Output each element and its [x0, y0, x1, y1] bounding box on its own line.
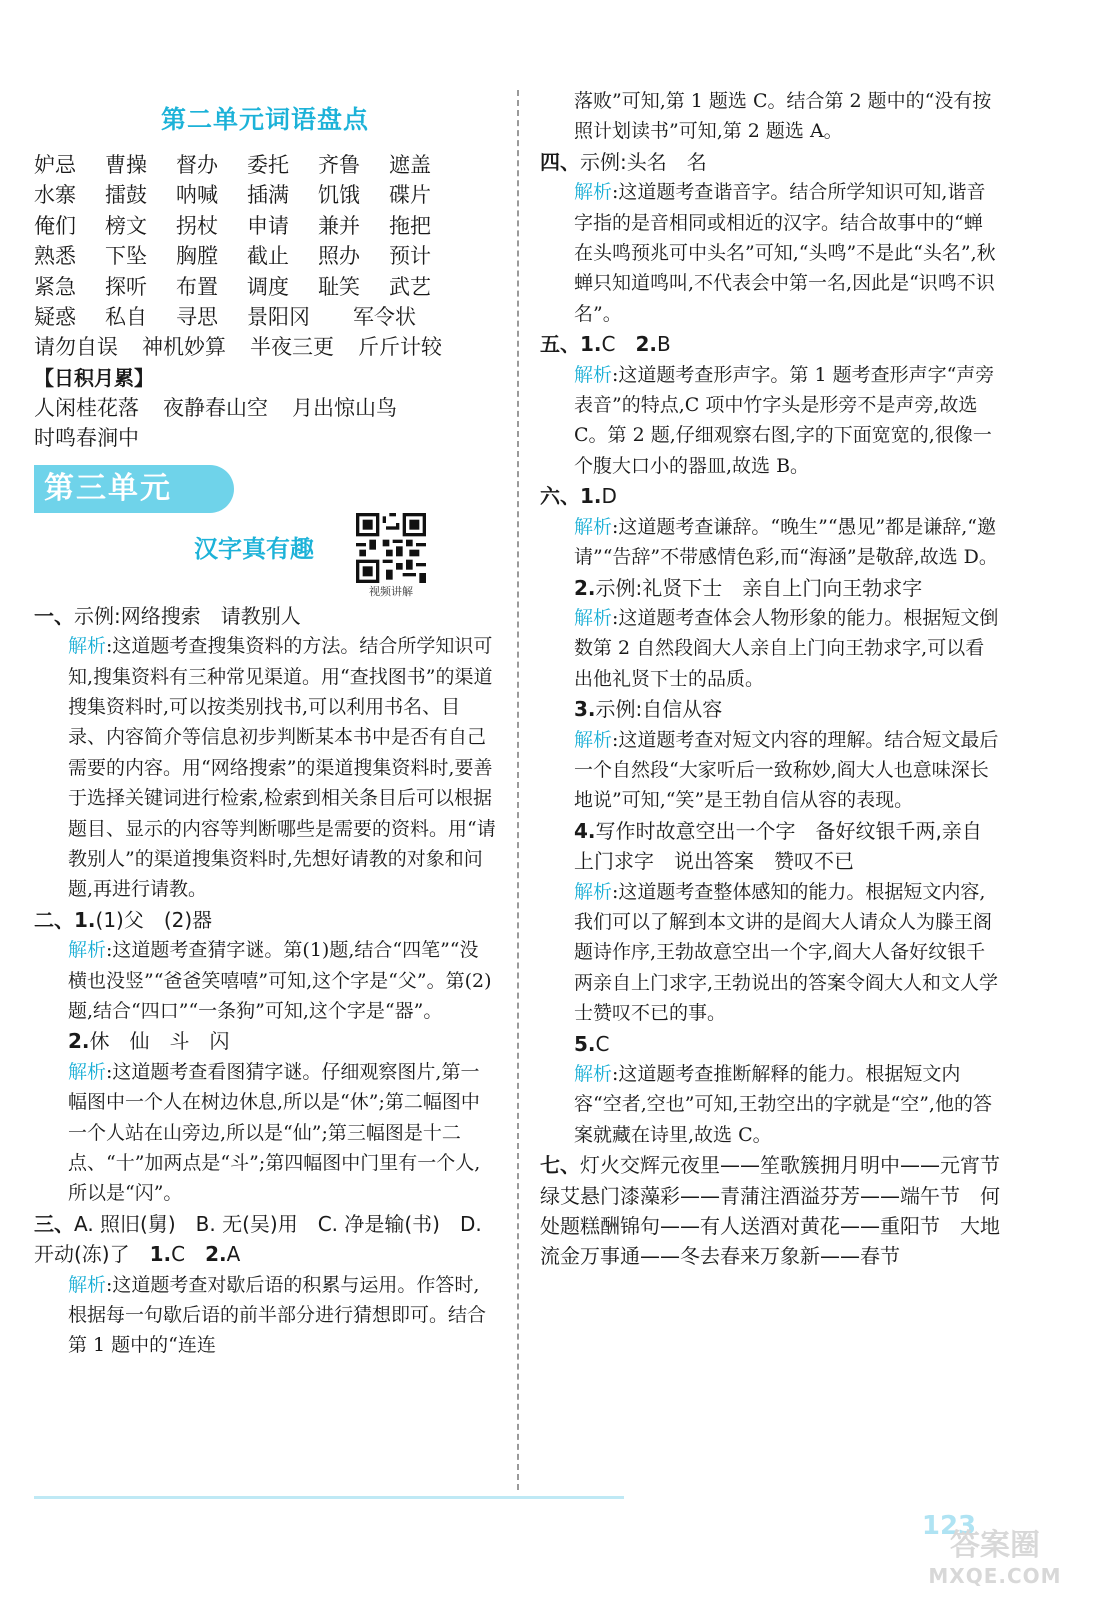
page-number: 123: [921, 1511, 977, 1541]
word-row: [34, 180, 496, 210]
q6-analysis-3: 解析:这道题考查对短文内容的理解。结合短文最后一个自然段“大家听后一致称妙,阎大人也意味深长地说”可知,“笑”是王勃自信从容的表现。: [574, 728, 999, 812]
q2-analysis-2: 解析:这道题考查看图猜字谜。仔细观察图片,第一幅图中一个人在树边休息,所以是“休”;第二幅图中一个人站在山旁边,所以是“仙”;第三幅图是十二点、“十”加两点是“斗”;第四幅图中门里有一个人,所以是“闪”。: [68, 1060, 481, 1205]
word: 妒忌: [34, 153, 76, 177]
q2-answer-1: 二、1.(1)父 (2)器: [34, 907, 213, 932]
poem-line: 夜静春山空: [163, 395, 268, 420]
word: 探听: [105, 274, 147, 299]
phrase: 神机妙算: [142, 335, 226, 360]
word: 私自: [105, 304, 147, 329]
q6-answer-5: 5.C: [574, 1031, 610, 1056]
analysis-label: 解析: [574, 1063, 613, 1085]
q6-analysis-4: 解析:这道题考查整体感知的能力。根据短文内容,我们可以了解到本文讲的是阎大人请众人为滕王阁题诗作序,王勃故意空出一个字,阎大人备好纹银千两亲自上门求字,王勃说出的答案令阎大人和文人学士赞叹不已的事。: [574, 880, 999, 1025]
word: 照办: [318, 244, 360, 269]
left-column: [34, 86, 496, 1361]
q1-answer: 一、示例:网络搜索 请教别人: [34, 603, 301, 628]
q6-analysis-2: 解析:这道题考查体会人物形象的能力。根据短文倒数第 2 自然段阎大人亲自上门向王勃求字,可以看出他礼贤下士的品质。: [574, 606, 999, 690]
accumulate-heading: 【日积月累】: [34, 365, 154, 390]
word: 碟片: [389, 183, 431, 208]
q2-analysis-1: 解析:这道题考查猜字谜。第(1)题,结合“四笔”“没横也没竖”“爸爸笑嘻嘻”可知,这个字是“父”。第(2)题,结合“四口”“一条狗”可知,这个字是“器”。: [68, 939, 492, 1023]
word: 预计: [389, 244, 431, 269]
word-row: [34, 211, 496, 241]
word: 兼并: [318, 213, 360, 238]
poem-line: 人闲桂花落: [34, 395, 139, 420]
q1-analysis: 解析:这道题考查搜集资料的方法。结合所学知识可知,搜集资料有三种常见渠道。用“查找图书”的渠道搜集资料时,可以按类别找书,可以利用书名、目录、内容简介等信息初步判断某本书中是否有自己需要的内容。用“网络搜索”的渠道搜集资料时,要善于选择关键词进行检索,检索到相关条目后可以根据题目、显示的内容等判断哪些是需要的资料。用“请教别人”的渠道搜集资料时,先想好请教的对象和问题,再进行请教。: [68, 635, 496, 901]
right-column: [540, 86, 1020, 1272]
analysis-label: 解析: [574, 606, 613, 629]
analysis-label: 解析: [574, 728, 613, 751]
q6-answer-3: 3.示例:自信从容: [574, 697, 723, 722]
watermark: [900, 1528, 1090, 1594]
word: 榜文: [105, 213, 147, 238]
word-list: [34, 150, 496, 363]
analysis-label: 解析: [574, 515, 613, 538]
q3-analysis: 解析:这道题考查对歇后语的积累与运用。作答时,根据每一句歇后语的前半部分进行猜想即可。结合第 1 题中的“连连: [68, 1273, 487, 1357]
word: 截止: [247, 244, 289, 269]
q6-answer-1: 六、1.D: [540, 484, 617, 509]
unit3-banner: 第三单元: [34, 465, 234, 513]
q5-answer: 五、1.C 2.B: [540, 332, 671, 357]
phrase-row: [34, 332, 496, 362]
word: 疑惑: [34, 304, 76, 329]
word: 插满: [247, 183, 289, 208]
q7-answer: 七、灯火交辉元夜里——笙歌簇拥月明中——元宵节 绿艾悬门漆藻彩——青蒲注酒溢芬芳——端午节 何处题糕酬锦句——有人送酒对黄花——重阳节 大地流金万事通——冬去春来万象新——春节: [540, 1153, 1020, 1269]
lesson-title: 汉字真有趣: [194, 534, 314, 563]
word: 俺们: [34, 213, 76, 238]
analysis-label: 解析: [574, 363, 613, 386]
poem: [34, 393, 496, 453]
word: 曹操: [105, 153, 147, 177]
analysis-label: 解析: [68, 939, 107, 962]
word: 督办: [176, 153, 218, 177]
word: 遮盖: [389, 153, 431, 177]
word: 景阳冈: [247, 304, 310, 329]
word: 拖把: [389, 213, 431, 238]
poem-line: 月出惊山鸟: [292, 395, 397, 420]
word: 委托: [247, 153, 289, 177]
word-row: [34, 302, 496, 332]
word-row: [34, 272, 496, 302]
word: 调度: [247, 274, 289, 299]
word: 水寨: [34, 183, 76, 208]
word: 布置: [176, 274, 218, 299]
poem-line: 时鸣春涧中: [34, 425, 139, 450]
analysis-label: 解析: [68, 1273, 107, 1296]
qr-caption: 视频讲解: [369, 584, 413, 598]
word: 胸膛: [176, 244, 218, 269]
q4-analysis: 解析:这道题考查谐音字。结合所学知识可知,谐音字指的是音相同或相近的汉字。结合故事中的“蝉在头鸣预兆可中头名”可知,“头鸣”不是此“头名”,秋蝉只知道鸣叫,不代表会中第一名,因此是“识鸣不识名”。: [574, 181, 996, 325]
word: 寻思: [176, 304, 218, 329]
q2-answer-2: 2.休 仙 斗 闪: [68, 1029, 230, 1054]
q6-answer-4: 4.写作时故意空出一个字 备好纹银千两,亲自上门求字 说出答案 赞叹不已: [574, 818, 982, 874]
q4-answer: 四、示例:头名 名: [540, 149, 707, 174]
word: 呐喊: [176, 183, 218, 208]
qr-code-icon[interactable]: [356, 513, 426, 583]
lesson-header: [34, 513, 496, 601]
word: 申请: [247, 213, 289, 238]
q3-analysis-continued: 落败”可知,第 1 题选 C。结合第 2 题中的“没有按照计划读书”可知,第 2 题选 A。: [574, 90, 992, 143]
phrase: 斤斤计较: [358, 335, 442, 360]
word-row: [34, 241, 496, 271]
q5-analysis: 解析:这道题考查形声字。第 1 题考查形声字“声旁表音”的特点,C 项中竹字头是形旁不是声旁,故选 C。第 2 题,仔细观察右图,字的下面宽宽的,很像一个腹大口小的器皿,故选 B。: [574, 363, 995, 477]
word: 军令状: [353, 304, 416, 329]
footer-bar: [34, 1496, 624, 1499]
word: 擂鼓: [105, 183, 147, 208]
q3-answer: 三、A. 照旧(舅) B. 无(吴)用 C. 净是输(书) D. 开动(冻)了 1.C 2.A: [34, 1211, 482, 1267]
unit2-title: 第二单元词语盘点: [160, 105, 369, 134]
word: 拐杖: [176, 213, 218, 238]
word: 熟悉: [34, 244, 76, 269]
word: 武艺: [389, 274, 431, 299]
q6-answer-2: 2.示例:礼贤下士 亲自上门向王勃求字: [574, 575, 923, 600]
q6-analysis-5: 解析:这道题考查推断解释的能力。根据短文内容“空者,空也”可知,王勃空出的字就是“空”,他的答案就藏在诗里,故选 C。: [574, 1063, 992, 1146]
word: 饥饿: [318, 183, 360, 208]
word: 耻笑: [318, 274, 360, 299]
analysis-label: 解析: [68, 635, 107, 658]
analysis-label: 解析: [574, 880, 613, 903]
column-divider: [517, 90, 519, 1490]
word: 紧急: [34, 274, 76, 299]
word: 齐鲁: [318, 153, 360, 177]
word: 下坠: [105, 244, 147, 269]
word-row: [34, 150, 496, 180]
watermark-en: MXQE.COM: [928, 1564, 1062, 1588]
q6-analysis-1: 解析:这道题考查谦辞。“晚生”“愚见”都是谦辞,“邀请”“告辞”不带感情色彩,而“海涵”是敬辞,故选 D。: [574, 515, 998, 569]
phrase: 半夜三更: [250, 335, 334, 360]
analysis-label: 解析: [574, 181, 613, 204]
phrase: 请勿自误: [34, 335, 118, 360]
watermark-cn: 答案圈: [950, 1528, 1040, 1563]
analysis-label: 解析: [68, 1060, 107, 1083]
